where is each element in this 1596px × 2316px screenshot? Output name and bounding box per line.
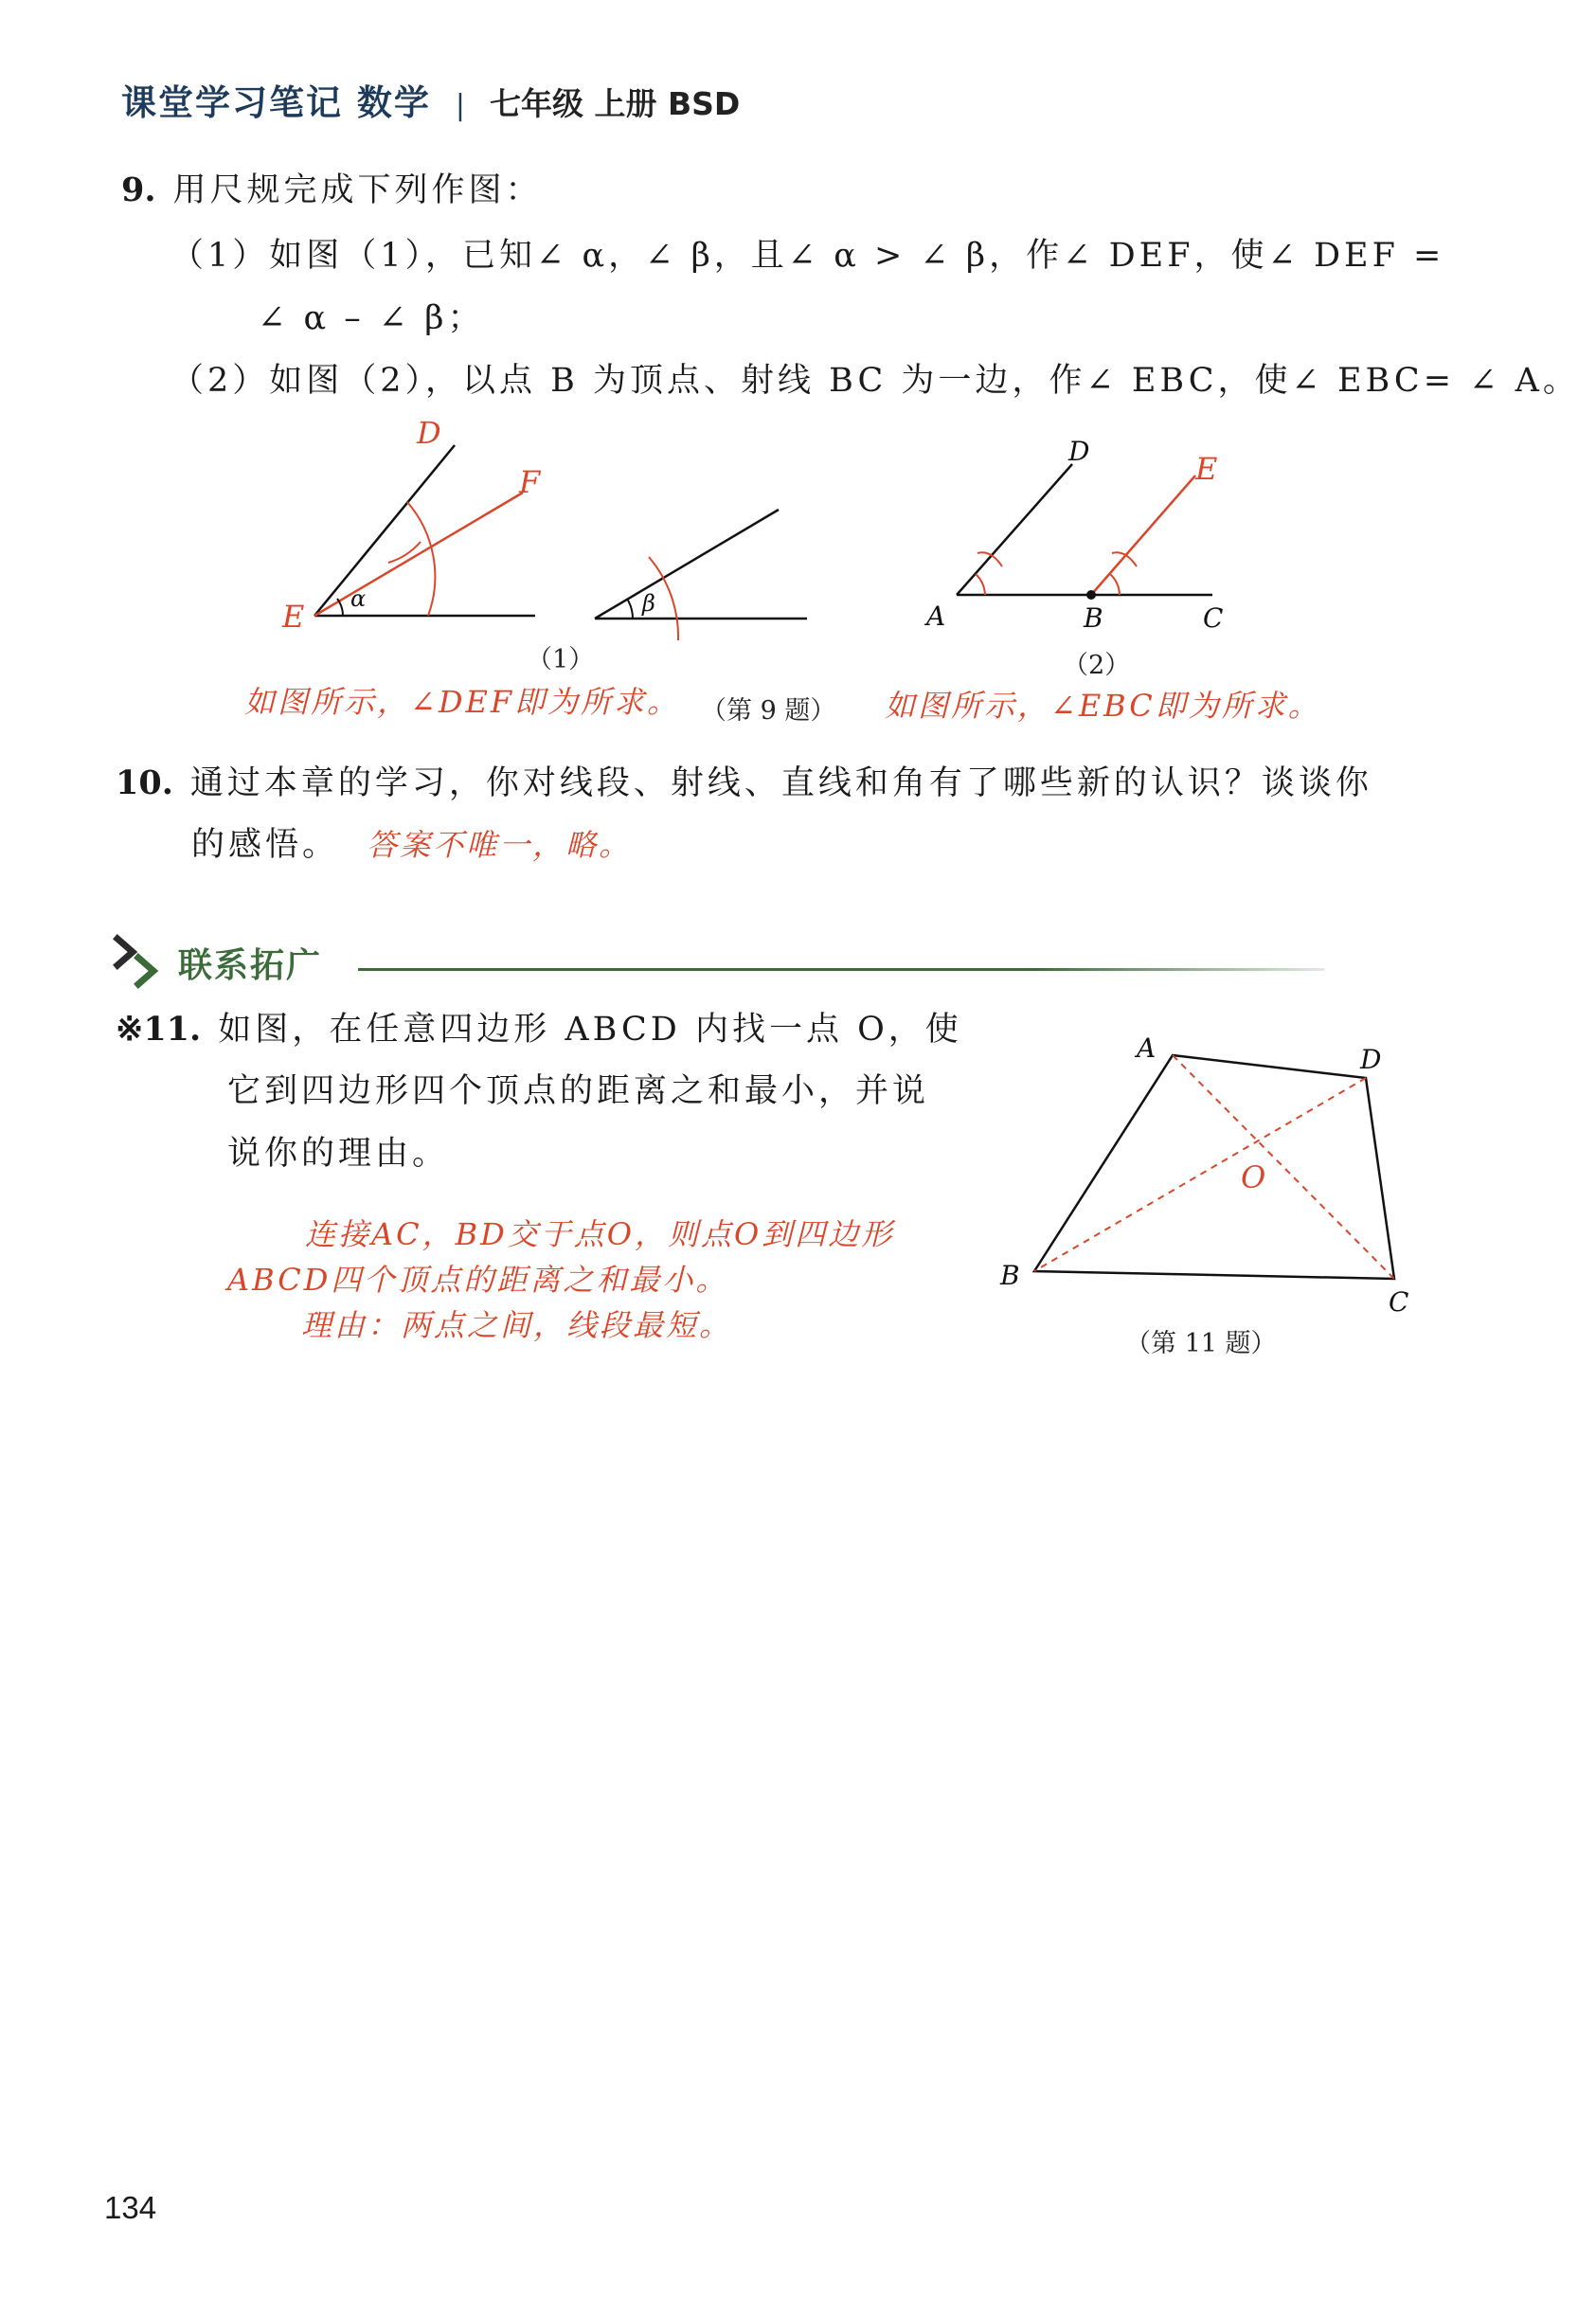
fig1-label-e: E xyxy=(282,599,305,635)
diagonal-ac xyxy=(1173,1055,1394,1279)
fig1-label-f: F xyxy=(519,464,541,500)
q11-label-a: A xyxy=(1137,1032,1157,1064)
q11-label-c: C xyxy=(1389,1286,1409,1317)
q10-text-line1: 通过本章的学习，你对线段、射线、直线和角有了哪些新的认识？谈谈你 xyxy=(189,764,1372,802)
q10-line2 xyxy=(191,824,632,868)
q11-figure-caption: （第 11 题） xyxy=(1125,1329,1277,1358)
fig2-arc-b xyxy=(1110,574,1120,595)
fig2-point-b xyxy=(1086,590,1096,600)
fig1-caption: （1） xyxy=(527,645,595,674)
q9-number: 9. xyxy=(121,171,156,209)
q9-figure-caption: （第 9 题） xyxy=(701,696,836,726)
fig2-label-b: B xyxy=(1084,602,1103,634)
book-subtitle: 七年级 上册 BSD xyxy=(490,85,741,122)
q9-figure-2 xyxy=(909,436,1269,644)
q9-part1-line2: ∠ α – ∠ β； xyxy=(258,299,485,337)
q10-answer: 答案不唯一，略。 xyxy=(367,827,633,863)
q10-number: 10. xyxy=(116,763,173,802)
q9-figure-1 xyxy=(275,417,834,644)
q9-answer2: 如图所示，∠EBC即为所求。 xyxy=(885,688,1321,724)
q9-part1-line1: （1）如图（1），已知∠ α，∠ β，且∠ α > ∠ β，作∠ DEF，使∠ DEF = xyxy=(170,237,1445,275)
fig2-label-e: E xyxy=(1195,451,1218,487)
page-number: 134 xyxy=(104,2190,157,2225)
fig2-label-a: A xyxy=(926,601,946,632)
fig1-beta-arc xyxy=(627,599,633,619)
chevron-right-icon xyxy=(112,933,167,992)
fig2-arc-b-mark xyxy=(1112,552,1137,566)
fig2-label-c: C xyxy=(1203,602,1224,634)
q9-stem xyxy=(121,169,543,213)
q9-part2: （2）如图（2），以点 B 为顶点、射线 BC 为一边，作∠ EBC，使∠ EBC= ∠ A。 xyxy=(170,362,1580,400)
page-header xyxy=(121,74,740,125)
fig1-ray-ef xyxy=(314,493,523,616)
diagonal-bd xyxy=(1034,1078,1366,1271)
q9-stem-text: 用尺规完成下列作图： xyxy=(172,171,543,209)
q9-answer1: 如图所示，∠DEF即为所求。 xyxy=(244,684,681,720)
fig1-label-d: D xyxy=(417,417,441,451)
fig2-ray-be xyxy=(1091,476,1195,595)
q11-figure xyxy=(985,1023,1440,1317)
q11-label-o: O xyxy=(1241,1159,1266,1195)
q11-line1 xyxy=(116,1008,962,1052)
fig1-label-alpha: α xyxy=(350,585,367,612)
fig2-label-d: D xyxy=(1068,436,1090,467)
q11-line3: 说你的理由。 xyxy=(227,1135,450,1173)
fig1-label-beta: β xyxy=(642,590,655,617)
q11-label-b: B xyxy=(1000,1260,1020,1291)
q11-label-d: D xyxy=(1360,1044,1382,1075)
q11-text-line1: 如图，在任意四边形 ABCD 内找一点 O，使 xyxy=(218,1011,962,1049)
fig1-construction-mark xyxy=(388,542,421,563)
section-heading xyxy=(112,933,322,992)
q10-text-line2: 的感悟。 xyxy=(191,826,340,864)
fig2-ray-ad xyxy=(957,464,1072,595)
q11-answer-line3: 理由：两点之间，线段最短。 xyxy=(301,1307,733,1343)
fig2-caption: （2） xyxy=(1063,651,1131,680)
section-title: 联系拓广 xyxy=(178,945,323,985)
book-title: 课堂学习笔记 数学 xyxy=(121,82,431,123)
section-divider xyxy=(358,968,1324,971)
q11-line2: 它到四边形四个顶点的距离之和最小，并说 xyxy=(227,1072,930,1110)
fig1-beta-arm xyxy=(595,510,779,619)
header-separator: | xyxy=(455,89,465,122)
fig2-arc-a xyxy=(976,574,985,595)
q11-number: ※11. xyxy=(116,1010,202,1049)
fig2-arc-a-mark xyxy=(977,552,1002,566)
q11-answer-line2: ABCD四个顶点的距离之和最小。 xyxy=(227,1262,729,1298)
q11-answer-line1: 连接AC，BD交于点O，则点O到四边形 xyxy=(305,1216,895,1252)
q10-line1 xyxy=(116,762,1372,806)
